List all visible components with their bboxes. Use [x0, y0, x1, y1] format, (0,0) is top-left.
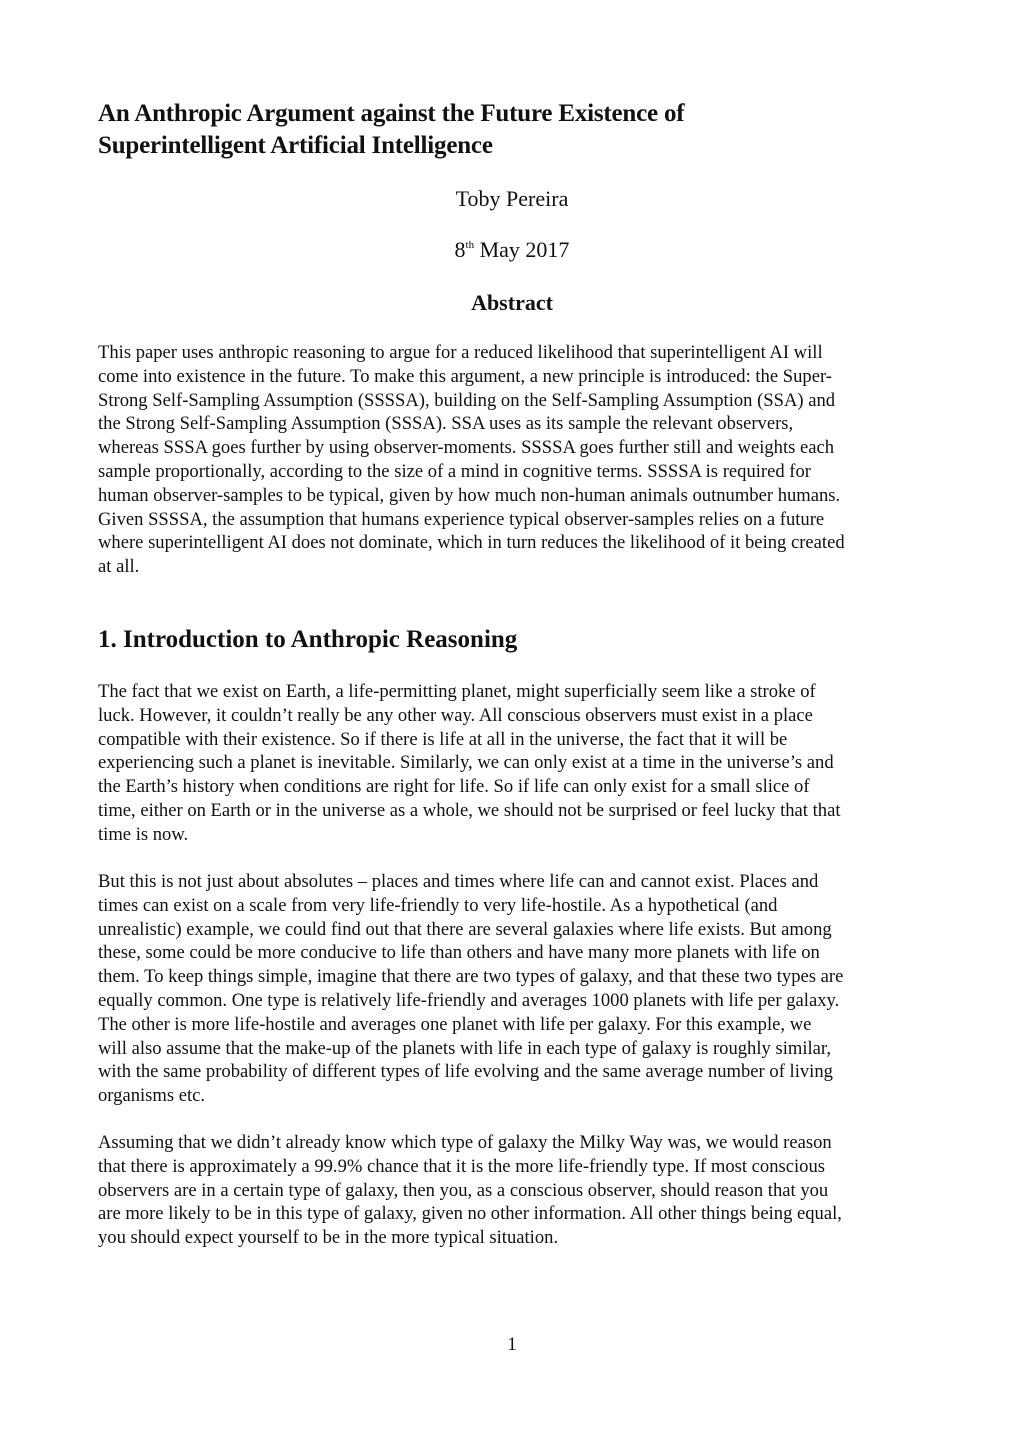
text-line: come into existence in the future. To make this argument, a new principle is introduced: the Super-: [98, 365, 832, 387]
section-heading: 1. Introduction to Anthropic Reasoning: [98, 626, 518, 653]
text-line: them. To keep things simple, imagine that there are two types of galaxy, and that these two types are: [98, 966, 844, 988]
text-line: time, either on Earth or in the universe as a whole, we should not be surprised or feel lucky that that: [98, 799, 841, 821]
abstract-text: [98, 341, 845, 579]
text-line: that there is approximately a 99.9% chance that it is the more life-friendly type. If most conscious: [98, 1155, 825, 1177]
text-line: unrealistic) example, we could find out that there are several galaxies where life exists. But among: [98, 918, 832, 940]
date-day: 8: [454, 237, 466, 262]
author-name: Toby Pereira: [455, 186, 569, 211]
text-line: luck. However, it couldn’t really be any other way. All conscious observers must exist in a place: [98, 704, 813, 726]
abstract-heading: Abstract: [471, 290, 553, 315]
text-line: where superintelligent AI does not dominate, which in turn reduces the likelihood of it being created: [98, 532, 845, 554]
title-line: An Anthropic Argument against the Future Existence of: [98, 100, 685, 127]
text-line: whereas SSSA goes further by using observer-moments. SSSSA goes further still and weights each: [98, 437, 835, 459]
text-line: are more likely to be in this type of galaxy, given no other information. All other things being equal,: [98, 1203, 842, 1225]
text-line: will also assume that the make-up of the planets with life in each type of galaxy is roughly similar,: [98, 1037, 832, 1059]
publication-date: [98, 236, 926, 264]
text-line: the Earth’s history when conditions are right for life. So if life can only exist for a small slice of: [98, 776, 810, 798]
text-line: time is now.: [98, 823, 189, 845]
body-paragraph: [98, 870, 843, 1108]
text-line: sample proportionally, according to the size of a mind in cognitive terms. SSSSA is required for: [98, 460, 811, 482]
text-line: you should expect yourself to be in the more typical situation.: [98, 1227, 559, 1249]
page-number: 1: [507, 1334, 517, 1355]
body-paragraph: [98, 680, 841, 847]
text-line: with the same probability of different types of life evolving and the same average number of living: [98, 1061, 833, 1083]
text-line: experiencing such a planet is inevitable. Similarly, we can only exist at a time in the universe’s and: [98, 752, 834, 774]
text-line: The fact that we exist on Earth, a life-permitting planet, might superficially seem like a stroke of: [98, 681, 816, 702]
text-line: organisms etc.: [98, 1085, 206, 1107]
text-line: observers are in a certain type of galaxy, then you, as a conscious observer, should reason that you: [98, 1179, 829, 1201]
text-line: the Strong Self-Sampling Assumption (SSSA). SSA uses as its sample the relevant observers,: [98, 413, 794, 435]
text-line: human observer-samples to be typical, given by how much non-human animals outnumber humans.: [98, 484, 841, 506]
text-line: these, some could be more conducive to life than others and have many more planets with life on: [98, 942, 820, 964]
text-line: times can exist on a scale from very life-friendly to very life-hostile. As a hypothetical (and: [98, 894, 778, 916]
title-line: Superintelligent Artificial Intelligence: [98, 132, 493, 159]
date-ordinal-suffix: th: [465, 239, 475, 251]
text-line: The other is more life-hostile and averages one planet with life per galaxy. For this example, we: [98, 1013, 812, 1035]
text-line: Strong Self-Sampling Assumption (SSSSA), building on the Self-Sampling Assumption (SSA) and: [98, 389, 836, 411]
text-line: Assuming that we didn’t already know which type of galaxy the Milky Way was, we would reason: [98, 1132, 832, 1153]
text-line: equally common. One type is relatively life-friendly and averages 1000 planets with life per galaxy.: [98, 989, 840, 1011]
text-line: Given SSSSA, the assumption that humans experience typical observer-samples relies on a future: [98, 508, 825, 530]
text-line: compatible with their existence. So if there is life at all in the universe, the fact that it will be: [98, 728, 788, 750]
text-line: at all.: [98, 556, 140, 578]
body-paragraph: [98, 1131, 842, 1250]
date-month-year: May 2017: [474, 237, 570, 262]
paper-title: [98, 98, 684, 162]
text-line: This paper uses anthropic reasoning to argue for a reduced likelihood that superintelligent AI will: [98, 342, 823, 363]
text-line: But this is not just about absolutes – places and times where life can and cannot exist. Places and: [98, 871, 819, 892]
